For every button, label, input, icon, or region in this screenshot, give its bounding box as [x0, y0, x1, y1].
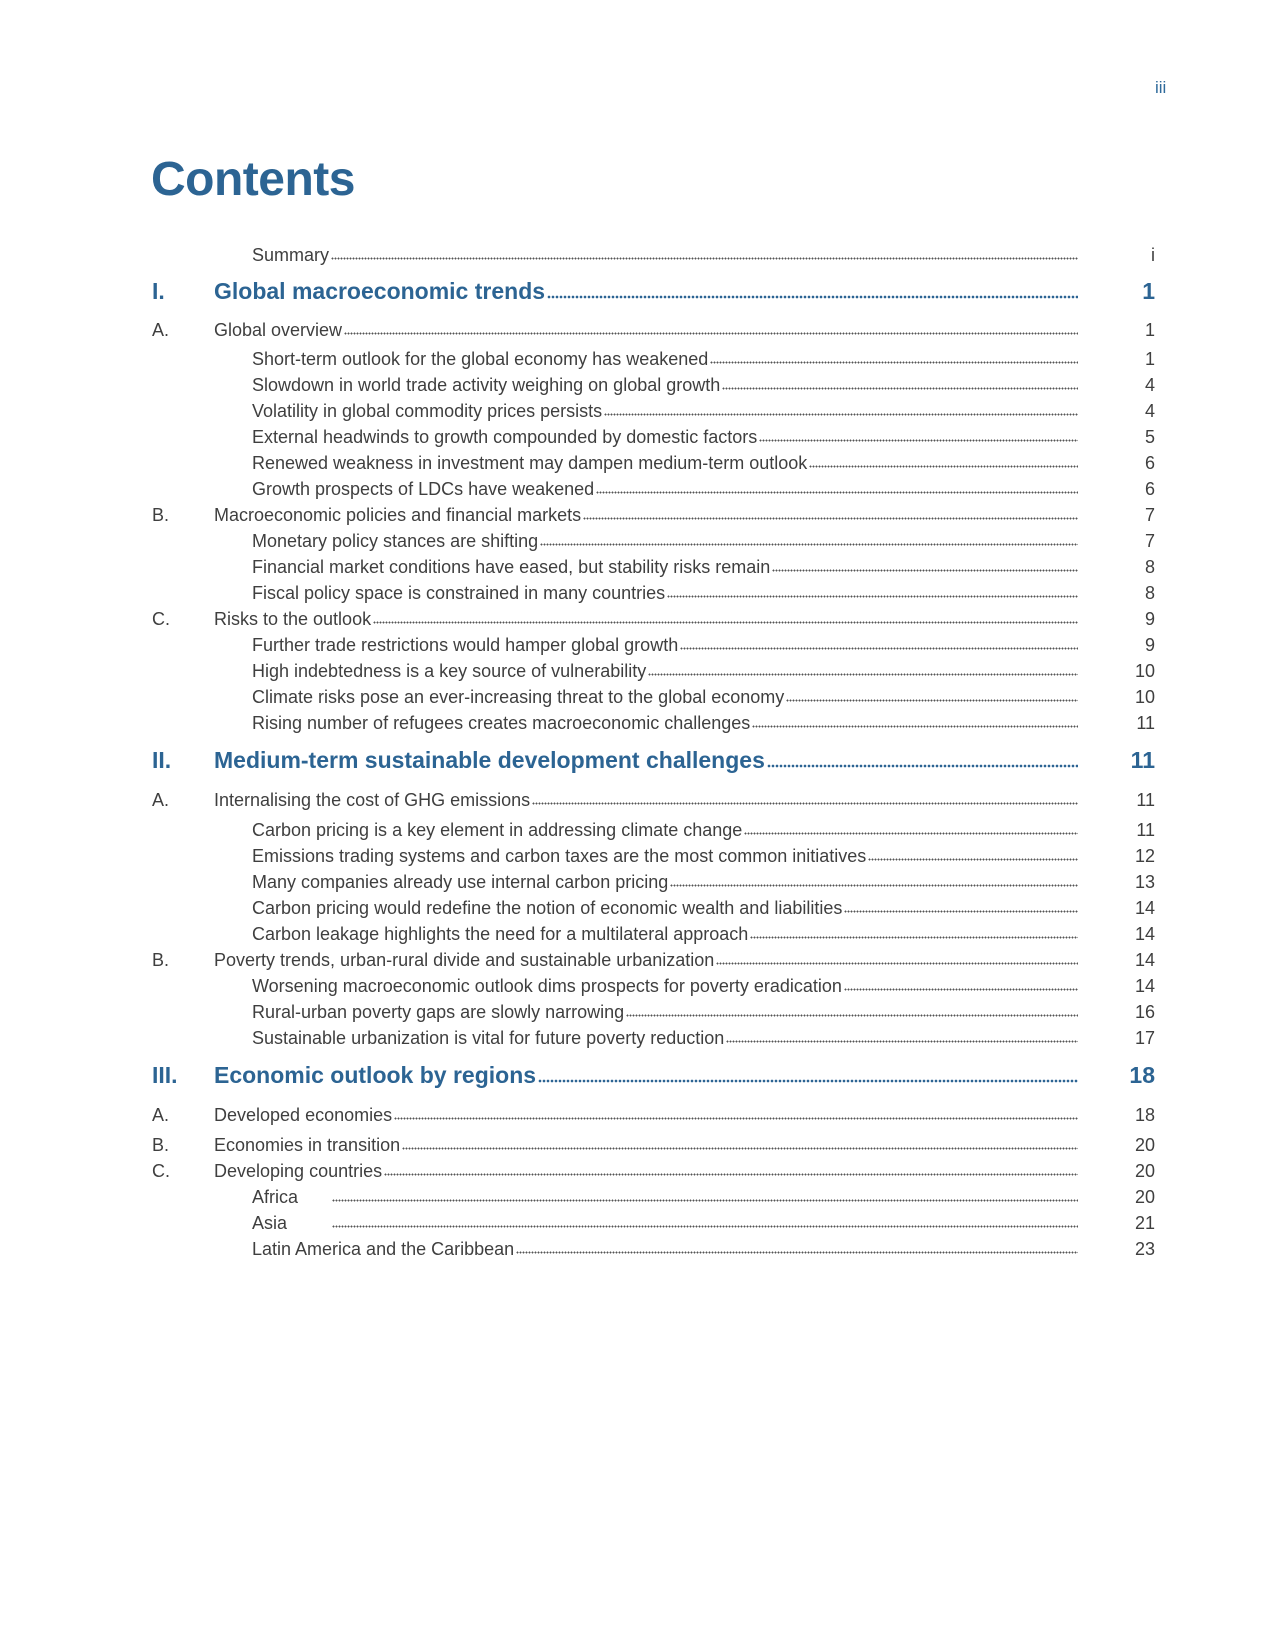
dot-leader	[332, 1199, 1078, 1202]
toc-entry-label: Risks to the outlook	[214, 609, 372, 629]
toc-entry-label: Fiscal policy space is constrained in many countries	[252, 583, 666, 603]
toc-entry-number: C.	[152, 1161, 170, 1181]
dot-leader	[384, 1173, 1078, 1176]
toc-subsection-entry[interactable]	[0, 976, 1275, 1002]
toc-entry-number: III.	[152, 1062, 178, 1088]
dot-leader	[331, 257, 1078, 260]
toc-page-number: 20	[1134, 1161, 1155, 1181]
page-title: Contents	[151, 153, 355, 206]
toc-entry-label: Many companies already use internal carbon pricing	[252, 872, 669, 892]
dot-leader	[744, 832, 1078, 835]
toc-entry-label: Rural-urban poverty gaps are slowly narrowing	[252, 1002, 625, 1022]
toc-subsection-entry[interactable]	[0, 453, 1275, 479]
toc-entry-label: Emissions trading systems and carbon taxes are the most common initiatives	[252, 846, 867, 866]
toc-entry-label: Slowdown in world trade activity weighing on global growth	[252, 375, 721, 395]
toc-page-number: 8	[1144, 557, 1155, 577]
toc-subsection-entry[interactable]	[0, 924, 1275, 950]
toc-entry-label: Monetary policy stances are shifting	[252, 531, 539, 551]
toc-section-entry[interactable]	[0, 1135, 1275, 1161]
dot-leader	[332, 1225, 1078, 1228]
toc-page-number: 9	[1144, 609, 1155, 629]
toc-entry-label: Africa	[252, 1187, 299, 1207]
toc-page-number: 6	[1144, 479, 1155, 499]
toc-entry-label: Short-term outlook for the global economy has weakened	[252, 349, 709, 369]
toc-subsection-entry[interactable]	[0, 713, 1275, 739]
toc-page-number: 1	[1144, 320, 1155, 340]
toc-entry-label: Medium-term sustainable development challenges	[214, 747, 765, 773]
dot-leader	[596, 491, 1078, 494]
toc-subsection-entry[interactable]	[0, 1002, 1275, 1028]
dot-leader	[604, 413, 1078, 416]
dot-leader	[726, 1040, 1078, 1043]
toc-section-entry[interactable]	[0, 950, 1275, 976]
toc-entry-number: I.	[152, 278, 165, 304]
toc-entry-label: Climate risks pose an ever-increasing threat to the global economy	[252, 687, 785, 707]
toc-entry-label: Developed economies	[214, 1105, 393, 1125]
toc-entry-label: Economies in transition	[214, 1135, 401, 1155]
toc-entry-number: B.	[152, 950, 170, 970]
toc-subsection-entry[interactable]	[0, 479, 1275, 505]
toc-subsection-entry[interactable]	[0, 375, 1275, 401]
dot-leader	[722, 387, 1078, 390]
toc-subsection-entry[interactable]	[0, 1239, 1275, 1265]
toc-page-number: 20	[1134, 1135, 1155, 1155]
toc-entry-label: Further trade restrictions would hamper global growth	[252, 635, 679, 655]
dot-leader	[809, 465, 1078, 468]
toc-subsection-entry[interactable]	[0, 872, 1275, 898]
dot-leader	[394, 1117, 1078, 1120]
toc-subsection-entry[interactable]	[0, 245, 1275, 271]
toc-section-entry[interactable]	[0, 609, 1275, 635]
toc-page-number: 14	[1134, 950, 1155, 970]
toc-subsection-entry[interactable]	[0, 898, 1275, 924]
toc-page-number: 18	[1134, 1105, 1155, 1125]
toc-entry-label: Latin America and the Caribbean	[252, 1239, 515, 1259]
toc-page-number: 13	[1134, 872, 1155, 892]
toc-entry-number: A.	[152, 1105, 170, 1125]
toc-chapter-entry[interactable]	[0, 1062, 1275, 1094]
toc-page-number: 17	[1134, 1028, 1155, 1048]
toc-entry-number: A.	[152, 790, 170, 810]
toc-entry-label: Worsening macroeconomic outlook dims prospects for poverty eradication	[252, 976, 842, 996]
dot-leader	[868, 858, 1078, 861]
toc-page-number: 4	[1144, 375, 1155, 395]
toc-page-number: 1	[1142, 278, 1155, 304]
toc-entry-label: Financial market conditions have eased, but stability risks remain	[252, 557, 771, 577]
toc-entry-label: Volatility in global commodity prices persists	[252, 401, 603, 421]
toc-page-number: 14	[1134, 898, 1155, 918]
toc-page-number: 21	[1134, 1213, 1155, 1233]
dot-leader	[373, 621, 1078, 624]
toc-page-number: 4	[1144, 401, 1155, 421]
toc-entry-label: Rising number of refugees creates macroeconomic challenges	[252, 713, 751, 733]
toc-section-entry[interactable]	[0, 790, 1275, 816]
toc-page-number: 7	[1144, 505, 1155, 525]
toc-page-number: i	[1151, 245, 1155, 265]
dot-leader	[516, 1251, 1078, 1254]
toc-entry-label: Global macroeconomic trends	[214, 278, 546, 304]
toc-subsection-entry[interactable]	[0, 661, 1275, 687]
dot-leader	[786, 699, 1078, 702]
toc-entry-number: B.	[152, 1135, 170, 1155]
dot-leader	[844, 910, 1078, 913]
dot-leader	[547, 295, 1078, 299]
toc-page-number: 8	[1144, 583, 1155, 603]
toc-entry-label: Asia	[252, 1213, 288, 1233]
toc-page-number: 11	[1136, 790, 1155, 810]
toc-subsection-entry[interactable]	[0, 1213, 1275, 1239]
toc-subsection-entry[interactable]	[0, 427, 1275, 453]
toc-page-number: 20	[1134, 1187, 1155, 1207]
dot-leader	[344, 332, 1078, 335]
toc-subsection-entry[interactable]	[0, 687, 1275, 713]
toc-subsection-entry[interactable]	[0, 1187, 1275, 1213]
toc-entry-number: II.	[152, 747, 172, 773]
toc-subsection-entry[interactable]	[0, 349, 1275, 375]
toc-page-number: 23	[1134, 1239, 1155, 1259]
toc-page-number: 6	[1144, 453, 1155, 473]
toc-page-number: 12	[1134, 846, 1155, 866]
toc-subsection-entry[interactable]	[0, 531, 1275, 557]
toc-entry-label: Global overview	[214, 320, 343, 340]
toc-entry-label: Developing countries	[214, 1161, 383, 1181]
toc-section-entry[interactable]	[0, 505, 1275, 531]
toc-page-number: 11	[1136, 820, 1155, 840]
toc-entry-number: A.	[152, 320, 170, 340]
dot-leader	[844, 988, 1078, 991]
toc-chapter-entry[interactable]	[0, 278, 1275, 310]
toc-subsection-entry[interactable]	[0, 401, 1275, 427]
toc-subsection-entry[interactable]	[0, 846, 1275, 872]
toc-page-number: 11	[1130, 747, 1155, 773]
toc-entry-label: Growth prospects of LDCs have weakened	[252, 479, 595, 499]
dot-leader	[772, 569, 1078, 572]
toc-entry-label: Summary	[252, 245, 330, 265]
toc-entry-label: Economic outlook by regions	[214, 1062, 537, 1088]
dot-leader	[716, 962, 1078, 965]
dot-leader	[767, 764, 1078, 768]
toc-chapter-entry[interactable]	[0, 747, 1275, 779]
dot-leader	[532, 802, 1078, 805]
dot-leader	[540, 543, 1078, 546]
toc-entry-number: C.	[152, 609, 170, 629]
toc-subsection-entry[interactable]	[0, 635, 1275, 661]
dot-leader	[648, 673, 1078, 676]
toc-entry-number: B.	[152, 505, 170, 525]
dot-leader	[402, 1147, 1078, 1150]
toc-entry-label: Carbon leakage highlights the need for a multilateral approach	[252, 924, 749, 944]
toc-page-number: 5	[1144, 427, 1155, 447]
dot-leader	[626, 1014, 1078, 1017]
toc-subsection-entry[interactable]	[0, 820, 1275, 846]
dot-leader	[680, 647, 1078, 650]
toc-section-entry[interactable]	[0, 1105, 1275, 1131]
toc-entry-label: Sustainable urbanization is vital for future poverty reduction	[252, 1028, 725, 1048]
dot-leader	[759, 439, 1078, 442]
dot-leader	[750, 936, 1078, 939]
toc-page-number: 14	[1134, 924, 1155, 944]
page-number: iii	[1155, 78, 1167, 97]
toc-subsection-entry[interactable]	[0, 1028, 1275, 1054]
toc-section-entry[interactable]	[0, 320, 1275, 346]
dot-leader	[710, 361, 1078, 364]
toc-subsection-entry[interactable]	[0, 583, 1275, 609]
toc-page-number: 1	[1144, 349, 1155, 369]
toc-page-number: 16	[1134, 1002, 1155, 1022]
toc-entry-label: Renewed weakness in investment may dampen medium-term outlook	[252, 453, 808, 473]
dot-leader	[538, 1079, 1078, 1083]
toc-entry-label: External headwinds to growth compounded by domestic factors	[252, 427, 758, 447]
toc-page-number: 18	[1129, 1062, 1155, 1088]
toc-entry-label: Macroeconomic policies and financial markets	[214, 505, 582, 525]
toc-page-number: 14	[1134, 976, 1155, 996]
toc-entry-label: Internalising the cost of GHG emissions	[214, 790, 531, 810]
dot-leader	[667, 595, 1078, 598]
toc-entry-label: Poverty trends, urban-rural divide and sustainable urbanization	[214, 950, 715, 970]
toc-page-number: 9	[1144, 635, 1155, 655]
toc-page-number: 7	[1144, 531, 1155, 551]
toc-subsection-entry[interactable]	[0, 557, 1275, 583]
toc-entry-label: Carbon pricing would redefine the notion of economic wealth and liabilities	[252, 898, 843, 918]
toc-section-entry[interactable]	[0, 1161, 1275, 1187]
toc-entry-label: Carbon pricing is a key element in addressing climate change	[252, 820, 743, 840]
toc-page-number: 10	[1134, 687, 1155, 707]
dot-leader	[583, 517, 1078, 520]
dot-leader	[670, 884, 1078, 887]
toc-page-number: 10	[1134, 661, 1155, 681]
toc-entry-label: High indebtedness is a key source of vulnerability	[252, 661, 647, 681]
toc-page-number: 11	[1136, 713, 1155, 733]
dot-leader	[752, 725, 1078, 728]
